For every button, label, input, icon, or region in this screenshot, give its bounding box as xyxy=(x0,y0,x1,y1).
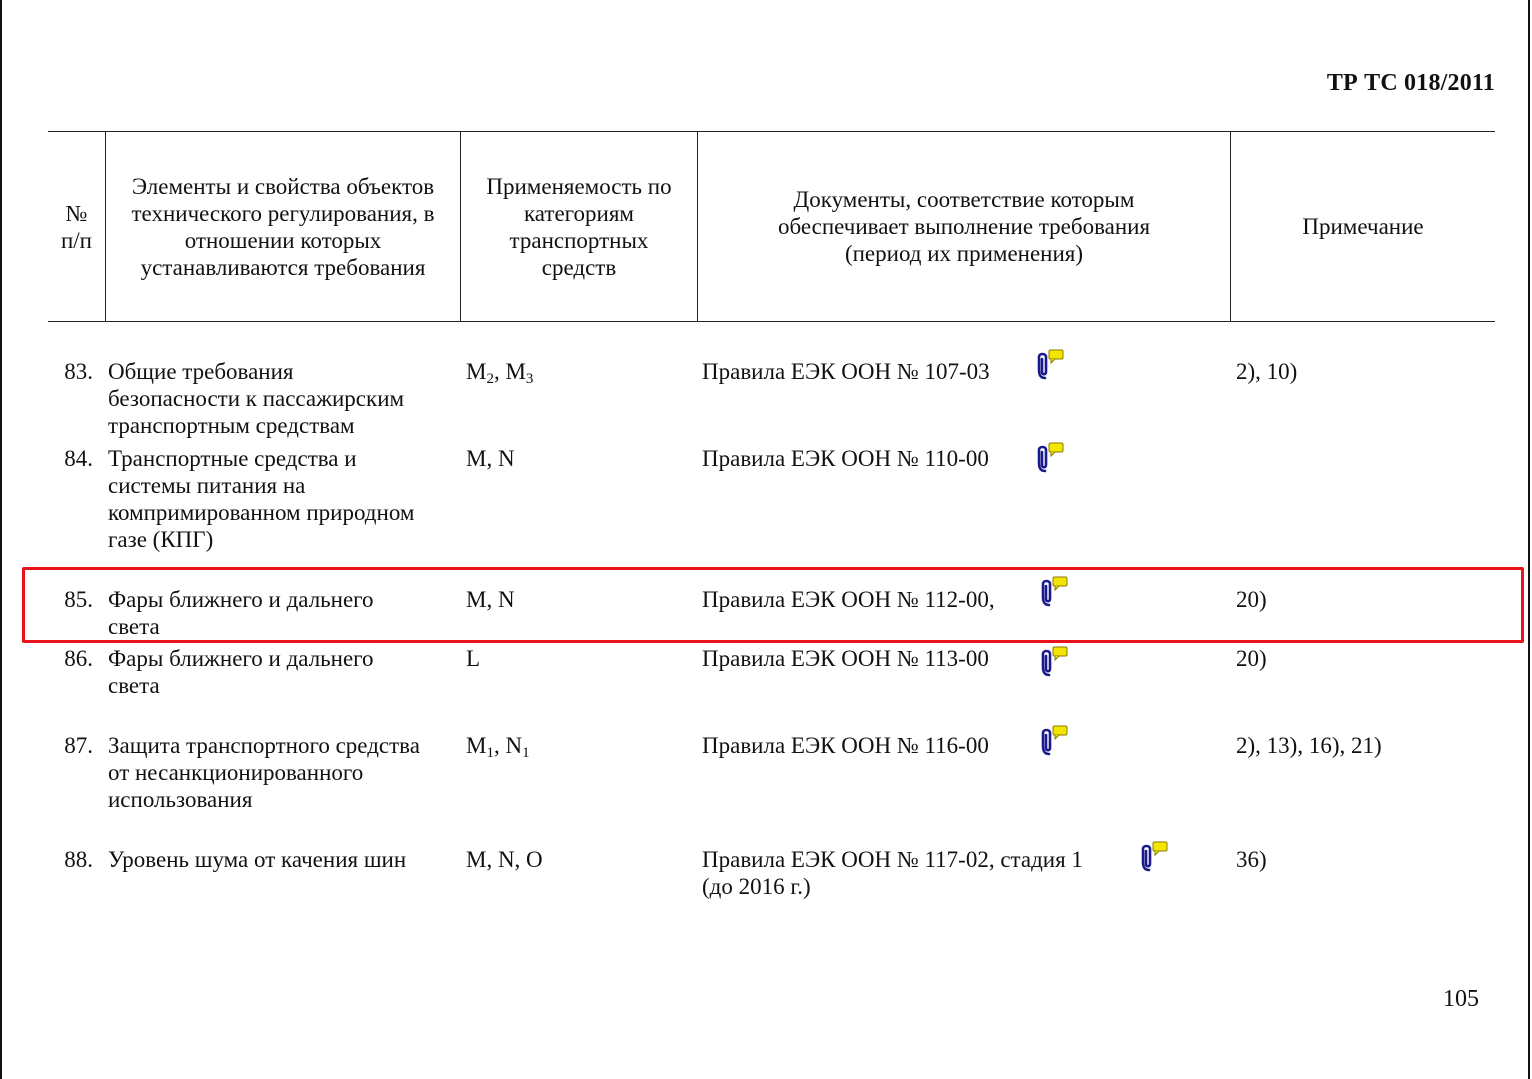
header-category xyxy=(461,132,697,321)
row-document xyxy=(702,445,989,472)
row-category xyxy=(466,358,533,385)
header-note xyxy=(1231,132,1495,321)
row-element-line: системы питания на xyxy=(108,473,306,498)
header-number xyxy=(48,132,105,321)
row-element-line: использования xyxy=(108,787,253,812)
category-subscript: 1 xyxy=(522,745,530,761)
category-letter: M xyxy=(466,359,487,384)
header-category-label: Применяемость по категориям транспортных средств xyxy=(486,173,672,280)
row-document-line: (до 2016 г.) xyxy=(702,874,811,899)
row-element xyxy=(108,846,406,873)
category-letter: M xyxy=(466,733,487,758)
row-document xyxy=(702,358,990,385)
row-number: 83. xyxy=(64,359,93,384)
row-number: 85. xyxy=(64,587,93,612)
row-document xyxy=(702,645,989,672)
category-separator: , xyxy=(493,359,506,384)
row-category: L xyxy=(466,646,481,671)
category-subscript: 3 xyxy=(525,371,534,387)
row-category: M, N, O xyxy=(466,847,543,872)
paperclip-note-icon[interactable] xyxy=(1036,348,1066,382)
row-document xyxy=(702,732,989,759)
row-document-line: Правила ЕЭК ООН № 113-00 xyxy=(702,646,989,671)
row-element-line: транспортным средствам xyxy=(108,413,355,438)
document-code: ТР ТС 018/2011 xyxy=(1326,70,1495,96)
category-separator: , xyxy=(493,733,506,758)
header-documents-label: Документы, соответствие которым обеспечивает выполнение требования (период их применения) xyxy=(777,187,1151,266)
row-element-line: Фары ближнего и дальнего xyxy=(108,587,374,612)
paperclip-note-icon[interactable] xyxy=(1040,724,1070,758)
header-note-label: Примечание xyxy=(1302,214,1424,239)
paperclip-note-icon[interactable] xyxy=(1036,441,1066,475)
row-element-line: света xyxy=(108,614,160,639)
page-number: 105 xyxy=(1443,986,1479,1012)
row-element xyxy=(108,445,414,553)
row-note: 20) xyxy=(1236,587,1267,612)
row-element-line: Транспортные средства и xyxy=(108,446,357,471)
row-number: 87. xyxy=(64,733,93,758)
row-category xyxy=(466,732,530,759)
category-subscript: 2 xyxy=(486,371,494,387)
row-number: 86. xyxy=(64,646,93,671)
row-element-line: от несанкционированного xyxy=(108,760,364,785)
row-element xyxy=(108,732,420,813)
row-note: 20) xyxy=(1236,646,1267,671)
row-element-line: Фары ближнего и дальнего xyxy=(108,646,374,671)
paperclip-note-icon[interactable] xyxy=(1040,645,1070,679)
row-element-line: газе (КПГ) xyxy=(108,527,214,552)
row-document-line: Правила ЕЭК ООН № 117-02, стадия 1 xyxy=(702,847,1083,872)
header-elements-label: Элементы и свойства объектов технического регулирования, в отношении которых устанавливаются требования xyxy=(131,173,435,280)
table-header-rule xyxy=(48,321,1495,322)
row-note: 2), 13), 16), 21) xyxy=(1236,733,1382,758)
header-documents xyxy=(698,132,1230,321)
category-letter: N xyxy=(505,733,523,758)
row-element xyxy=(108,358,404,439)
row-element-line: света xyxy=(108,673,160,698)
category-letter: M xyxy=(505,359,526,384)
highlight-box xyxy=(22,567,1524,643)
row-element xyxy=(108,645,374,699)
row-document-line: Правила ЕЭК ООН № 107-03 xyxy=(702,359,990,384)
header-elements xyxy=(106,132,460,321)
row-element-line: компримированном природном xyxy=(108,500,415,525)
row-element-line: Уровень шума от качения шин xyxy=(108,847,407,872)
row-number: 84. xyxy=(64,446,93,471)
category-subscript: 1 xyxy=(486,745,494,761)
row-element-line: Общие требования xyxy=(108,359,294,384)
paperclip-note-icon[interactable] xyxy=(1140,840,1170,874)
row-document-line: Правила ЕЭК ООН № 112-00, xyxy=(702,587,995,612)
header-number-label: № п/п xyxy=(60,200,92,253)
row-document xyxy=(702,846,1083,900)
row-element-line: Защита транспортного средства xyxy=(108,733,420,758)
row-element-line: безопасности к пассажирским xyxy=(108,386,405,411)
row-number: 88. xyxy=(64,847,93,872)
row-note: 36) xyxy=(1236,847,1267,872)
row-category: M, N xyxy=(466,446,515,471)
row-note: 2), 10) xyxy=(1236,359,1298,384)
row-document-line: Правила ЕЭК ООН № 110-00 xyxy=(702,446,989,471)
row-category: M, N xyxy=(466,587,515,612)
row-document-line: Правила ЕЭК ООН № 116-00 xyxy=(702,733,989,758)
